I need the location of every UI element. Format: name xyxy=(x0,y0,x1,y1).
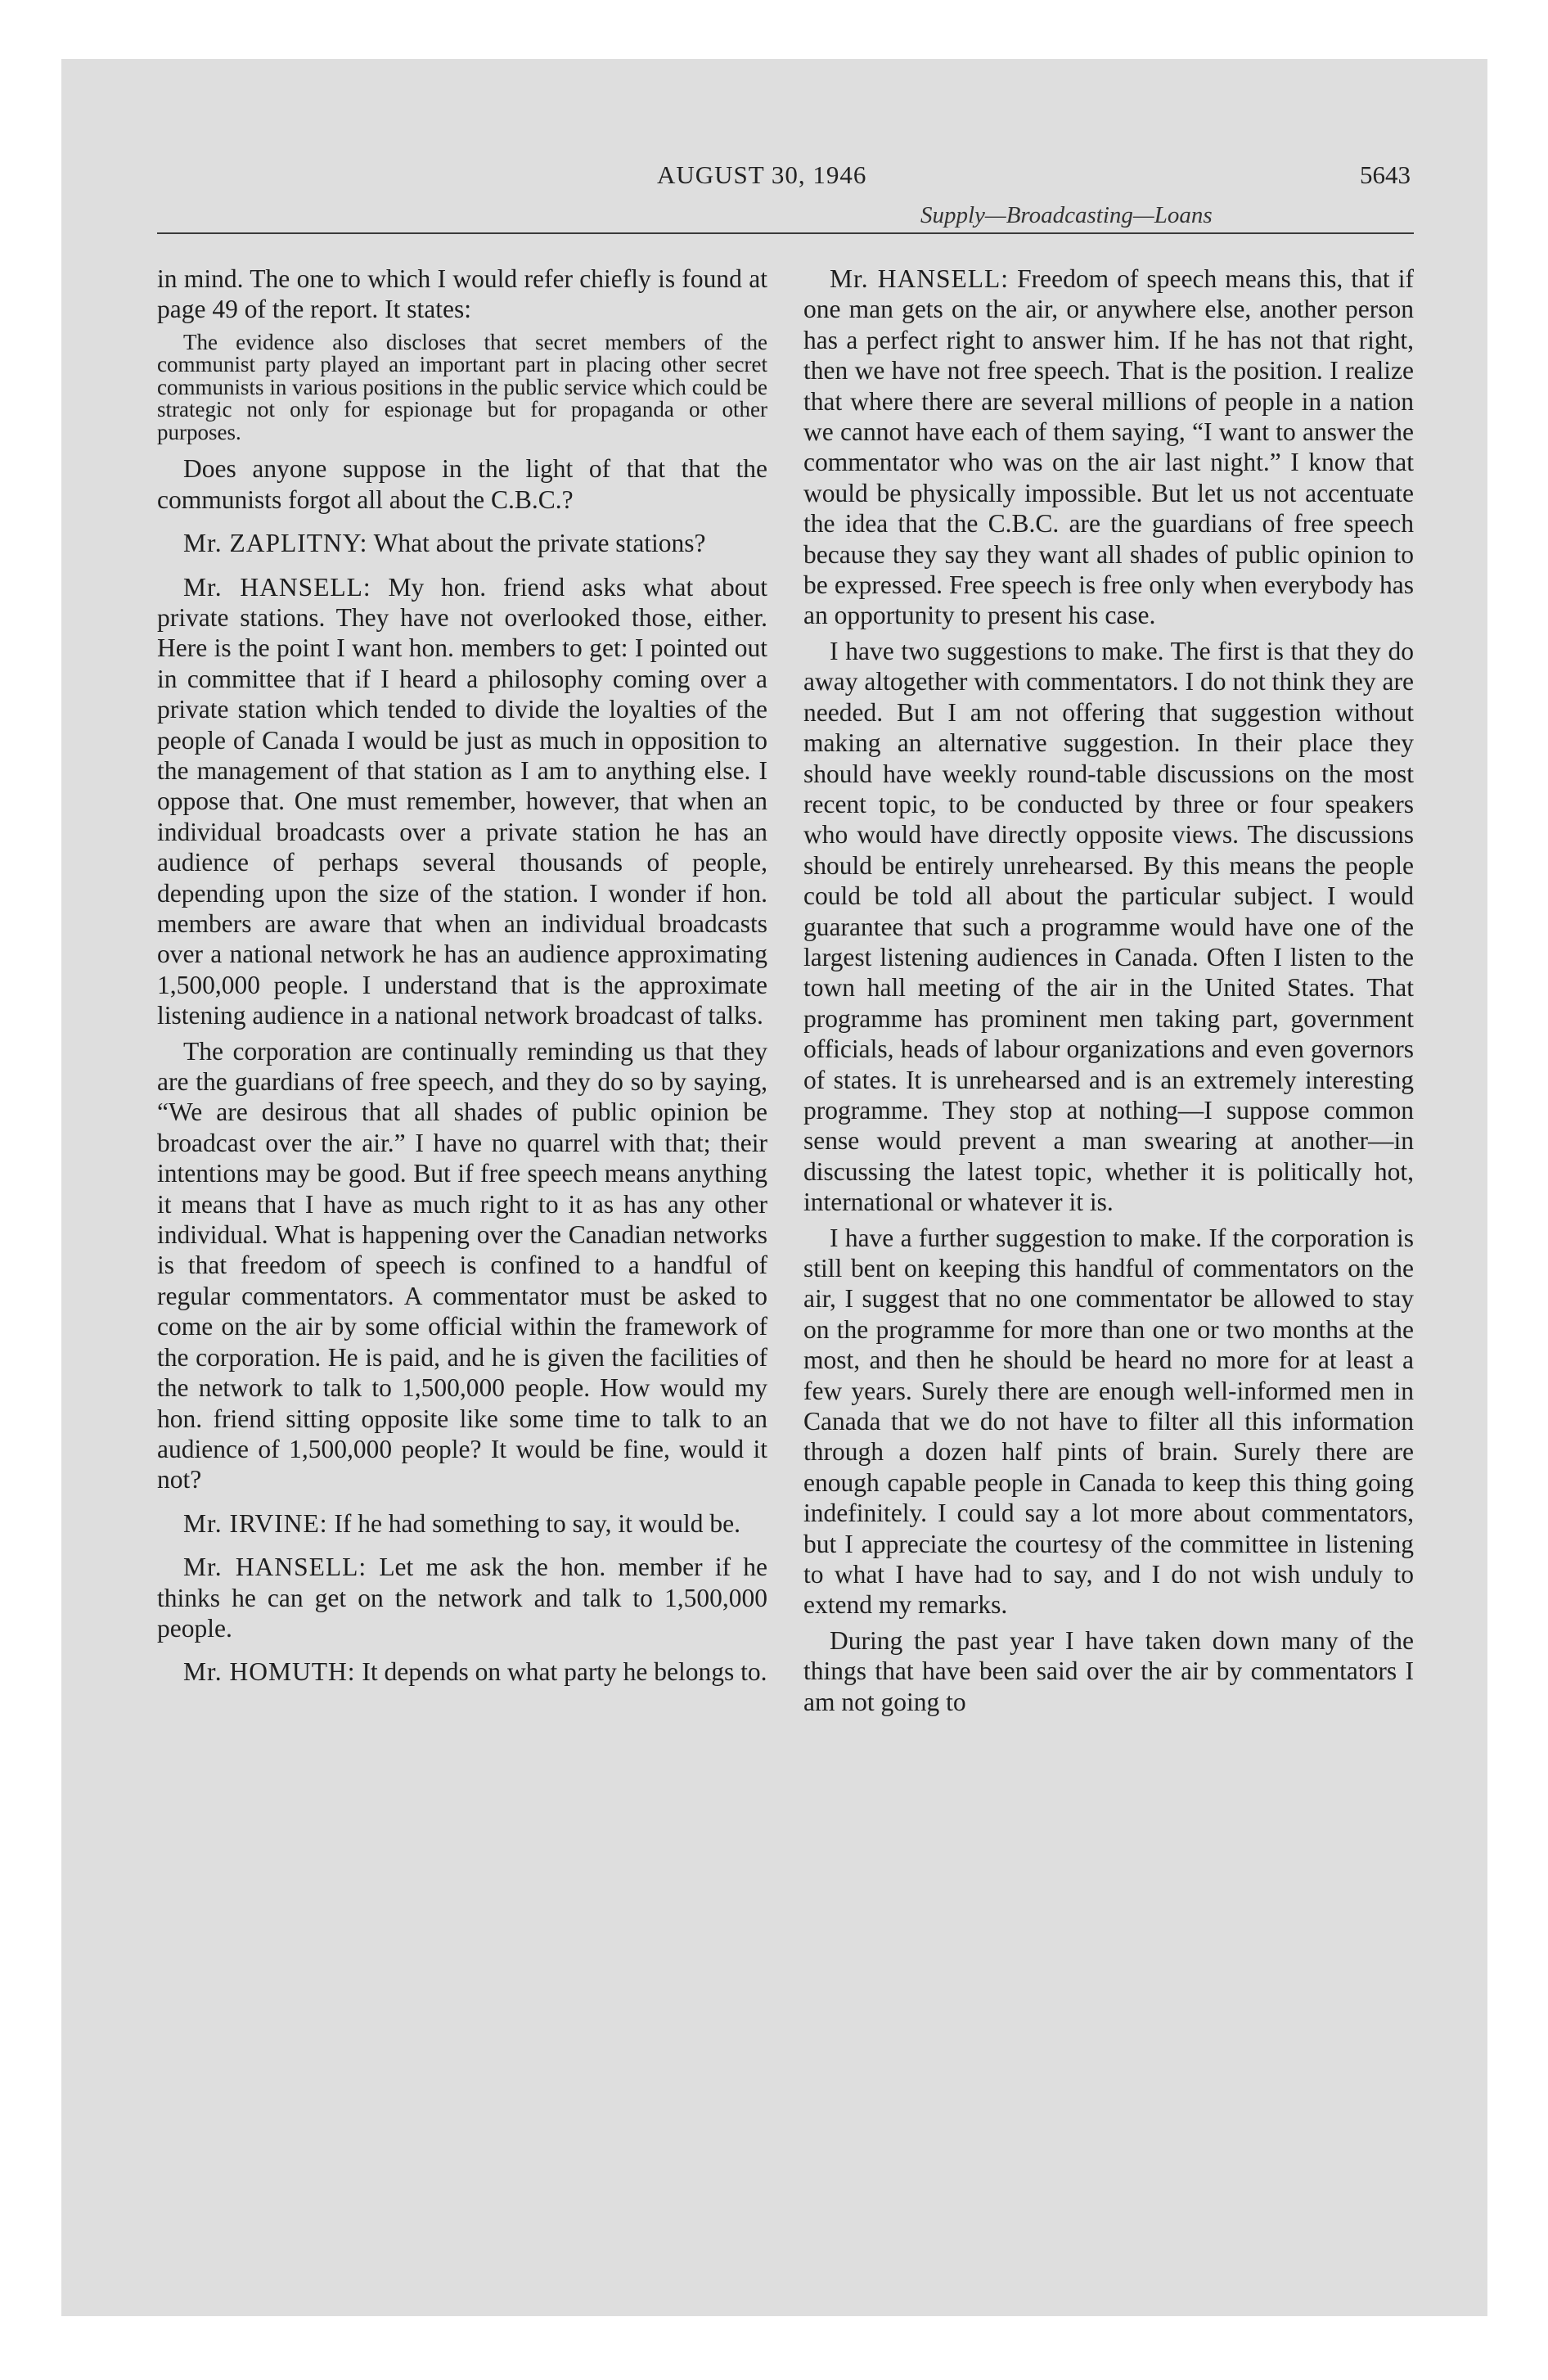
paragraph: in mind. The one to which I would refer chiefly is found at page 49 of the report. It states: xyxy=(157,264,767,324)
running-head-section: Supply—Broadcasting—Loans xyxy=(920,202,1213,228)
right-column xyxy=(803,264,1414,2244)
paragraph: Does anyone suppose in the light of that that the communists forgot all about the C.B.C.? xyxy=(157,454,767,514)
speaker-name: Mr. HANSELL: xyxy=(183,572,371,602)
paragraph: I have two suggestions to make. The first is that they do away altogether with commentators. I do not think they are needed. But I am not offering that suggestion without making an alternative suggestion. In their place they should have weekly round-table discussions on the most recent topic, to be conducted by three or four speakers who would have directly opposite views. The discussions should be entirely unrehearsed. By this means the people could be told all about the particular subject. I would guarantee that such a programme would have one of the largest listening audiences in Canada. Often I listen to the town hall meeting of the air in the United States. That programme has prominent men taking part, government officials, heads of labour organizations and even governors of states. It is unrehearsed and is an extremely interesting programme. They stop at nothing—I suppose common sense would prevent a man swearing at another—in discussing the latest topic, whether it is politically hot, international or whatever it is. xyxy=(803,636,1414,1217)
paragraph xyxy=(157,1508,767,1539)
paragraph xyxy=(157,1657,767,1687)
paragraph xyxy=(157,572,767,1031)
paragraph xyxy=(803,264,1414,631)
speech-text: It depends on what party he belongs to. xyxy=(362,1657,767,1687)
speech-text: What about the private stations? xyxy=(373,529,706,558)
paragraph xyxy=(157,1552,767,1643)
speech-text: My hon. friend asks what about private stations. They have not overlooked those, either. Here is the point I want hon. members to get: I pointed out in committee that if I heard a philosophy coming over a private station which tended to divide the loyalties of the people of Canada I would be just as much in opposition to the management of that station as I am to anything else. I oppose that. One must remember, however, that when an individual broadcasts over a private station he has an audience of perhaps several thousands of people, depending upon the size of the station. I wonder if hon. members are aware that when an individual broadcasts over a national network he has an audience approximating 1,500,000 people. I understand that is the approximate listening audience in a national network broadcast of talks. xyxy=(157,572,767,1030)
paragraph: The corporation are continually reminding us that they are the guardians of free speech, and they do so by saying, “We are desirous that all shades of public opinion be broadcast over the air.” I have no quarrel with that; their intentions may be good. But if free speech means anything it means that I have as much right to it as has any other individual. What is happening over the Canadian networks is that freedom of speech is confined to a handful of regular commentators. A commentator must be asked to come on the air by some official within the framework of the corporation. He is paid, and he is given the facilities of the network to talk to 1,500,000 people. How would my hon. friend sitting opposite like some time to talk to an audience of 1,500,000 people? It would be fine, would it not? xyxy=(157,1036,767,1494)
speaker-name: Mr. HOMUTH: xyxy=(183,1657,356,1687)
block-quote: The evidence also discloses that secret members of the communist party played an important part in placing other secret communists in various positions in the public service which could be strategic not only for espionage but for propaganda or other purposes. xyxy=(157,329,767,444)
header-date: AUGUST 30, 1946 xyxy=(657,160,867,189)
header-rule xyxy=(157,232,1414,234)
speaker-name: Mr. HANSELL: xyxy=(183,1553,367,1582)
left-column xyxy=(157,264,767,2244)
speaker-name: Mr. HANSELL: xyxy=(830,264,1009,293)
speaker-name: Mr. IRVINE: xyxy=(183,1508,328,1538)
paragraph xyxy=(157,528,767,558)
speaker-name: Mr. ZAPLITNY: xyxy=(183,529,368,558)
paragraph: I have a further suggestion to make. If the corporation is still bent on keeping this handful of commentators on the air, I suggest that no one commentator be allowed to stay on the programme for more than one or two months at the most, and then he should be heard no more for at least a few years. Surely there are enough well-informed men in Canada that we do not have to filter all this information through a dozen half pints of brain. Surely there are enough capable people in Canada to keep this thing going indefinitely. I could say a lot more about commentators, but I appreciate the courtesy of the committee in listening to what I have had to say, and I do not wish unduly to extend my remarks. xyxy=(803,1223,1414,1620)
speech-text: Freedom of speech means this, that if one man gets on the air, or anywhere else, another person has a perfect right to answer him. If he has not that right, then we have not free speech. That is the position. I realize that where there are several millions of people in a nation we cannot have each of them saying, “I want to answer the commentator who was on the air last night.” I know that would be physically impossible. But let us not accentuate the idea that the C.B.C. are the guardians of free speech because they say they want all shades of public opinion to be expressed. Free speech is free only when everybody has an opportunity to present his case. xyxy=(803,264,1414,630)
speech-text: Let me ask the hon. member if he thinks he can get on the network and talk to 1,500,000 people. xyxy=(157,1553,767,1643)
speech-text: If he had something to say, it would be. xyxy=(334,1508,740,1538)
paragraph: During the past year I have taken down many of the things that have been said over the air by commentators I am not going to xyxy=(803,1625,1414,1716)
page-number: 5643 xyxy=(1360,160,1411,189)
